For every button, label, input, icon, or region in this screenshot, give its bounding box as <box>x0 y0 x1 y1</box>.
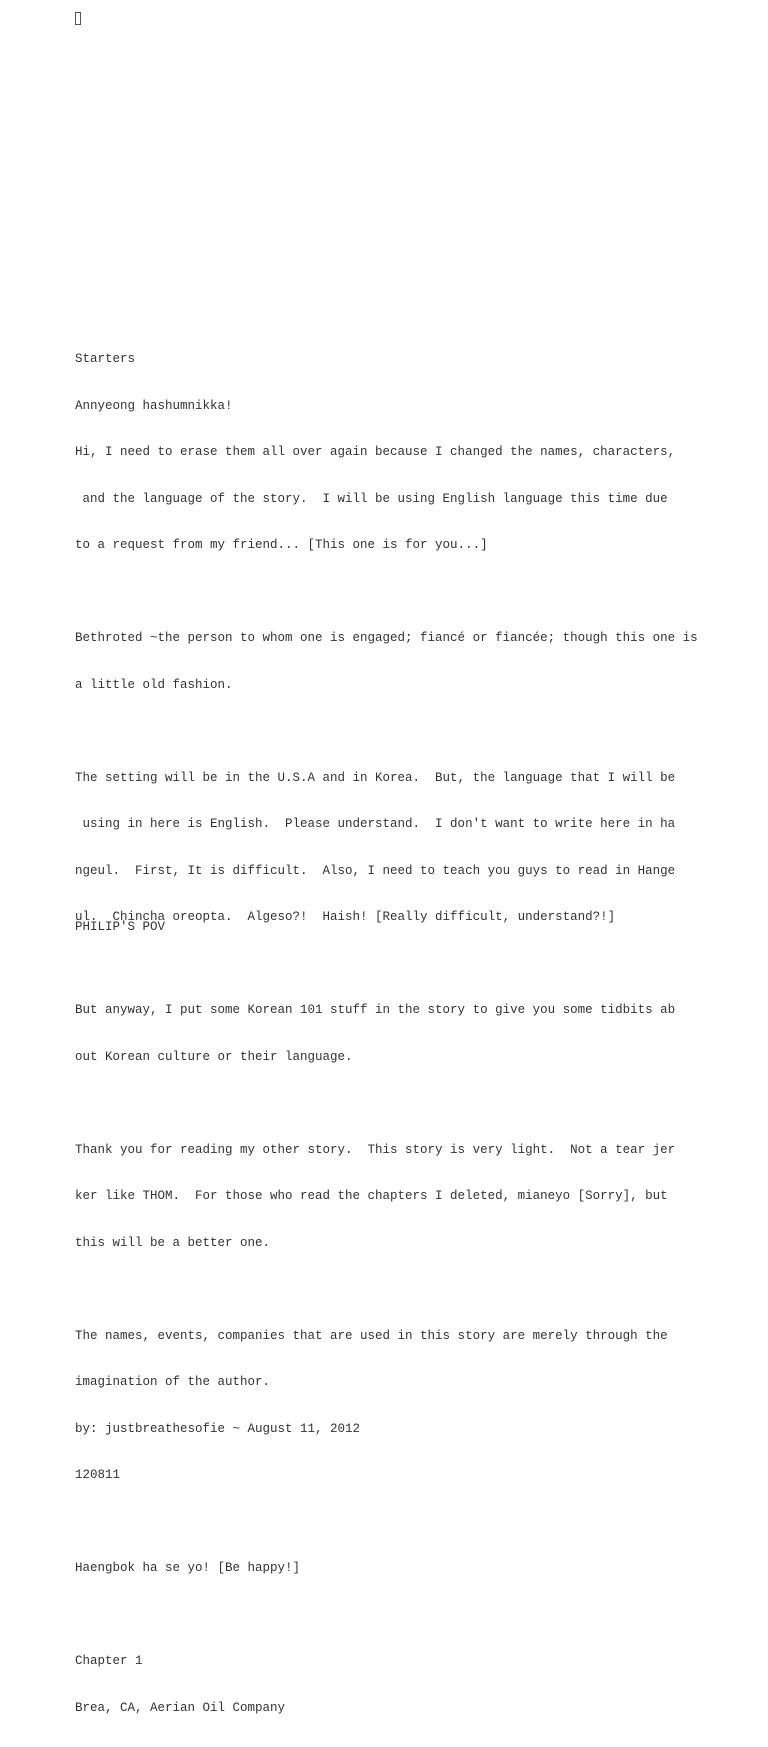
text-line: this will be a better one. <box>75 1235 271 1250</box>
text-line: ngeul. First, It is difficult. Also, I need to teach you guys to read in Hange <box>75 863 676 878</box>
text-line: The setting will be in the U.S.A and in Korea. But, the language that I will be <box>75 770 676 785</box>
text-line <box>75 1096 715 1112</box>
text-line <box>75 1515 715 1531</box>
text-line: and the language of the story. I will be using English language this time due <box>75 491 668 506</box>
text-line: ul. Chincha oreopta. Algeso?! Haish! [Really difficult, understand?!] <box>75 910 616 924</box>
text-line: The names, events, companies that are used in this story are merely through the <box>75 1328 668 1343</box>
text-line: using in here is English. Please understand. I don't want to write here in ha <box>75 817 676 831</box>
text-line: Haengbok ha se yo! [Be happy!] <box>75 1561 301 1575</box>
text-line: Thank you for reading my other story. This story is very light. Not a tear jer <box>75 1142 676 1157</box>
text-line: Starters <box>75 352 136 366</box>
text-line <box>75 585 715 601</box>
text-line: Annyeong hashumnikka! <box>75 398 233 413</box>
text-line: imagination of the author. <box>75 1375 271 1389</box>
text-line <box>75 1282 715 1298</box>
text-line: Chapter 1 <box>75 1654 143 1668</box>
text-line <box>75 724 715 740</box>
text-line: Brea, CA, Aerian Oil Company <box>75 1700 286 1715</box>
text-line: Bethroted ~the person to whom one is engaged; fiancé or fiancée; though this one is <box>75 631 698 645</box>
text-line: out Korean culture or their language. <box>75 1049 353 1064</box>
missing-glyph-icon <box>75 12 81 25</box>
pov-heading-block <box>75 889 715 967</box>
text-line: by: justbreathesofie ~ August 11, 2012 <box>75 1421 361 1436</box>
text-line: Hi, I need to erase them all over again because I changed the names, characters, <box>75 445 676 459</box>
text-line: to a request from my friend... [This one is for you...] <box>75 538 488 552</box>
text-line: 120811 <box>75 1468 121 1482</box>
text-line: ker like THOM. For those who read the chapters I deleted, mianeyo [Sorry], but <box>75 1189 668 1203</box>
text-line <box>75 1608 715 1624</box>
document-body <box>75 321 715 1747</box>
text-line: a little old fashion. <box>75 677 233 692</box>
text-line: But anyway, I put some Korean 101 stuff in the story to give you some tidbits ab <box>75 1003 676 1017</box>
pov-heading: PHILIP'S POV <box>75 920 166 934</box>
